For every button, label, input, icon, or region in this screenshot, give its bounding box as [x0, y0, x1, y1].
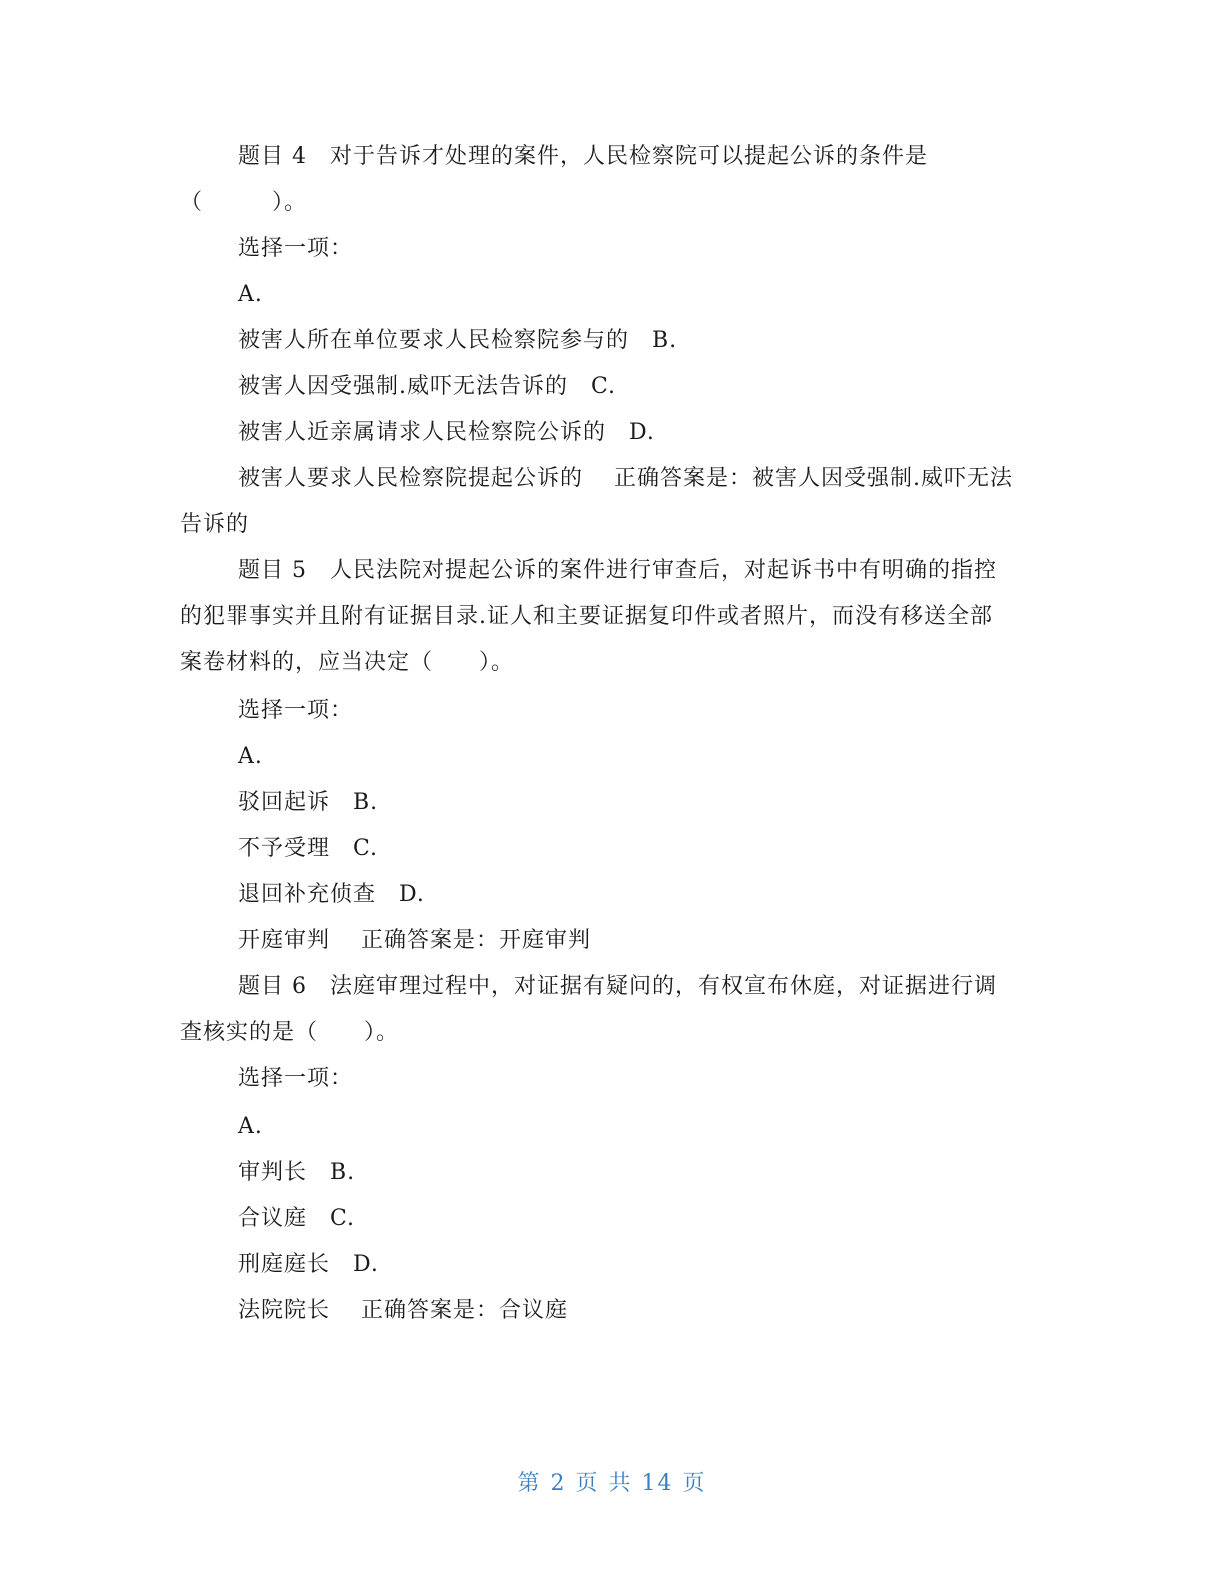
page-number-footer: 第 2 页 共 14 页 — [517, 1471, 707, 1496]
q6-prompt: 选择一项： — [238, 1066, 354, 1091]
q5-stem-line1: 题目 5 人民法院对提起公诉的案件进行审查后，对起诉书中有明确的指控 — [238, 558, 997, 583]
q5-stem-line2: 的犯罪事实并且附有证据目录.证人和主要证据复印件或者照片，而没有移送全部 — [180, 604, 993, 629]
q6-stem-line2: 查核实的是（ ）。 — [180, 1020, 400, 1045]
q4-option-a-label: A. — [238, 282, 263, 307]
q4-option-line-b: 被害人所在单位要求人民检察院参与的 B. — [238, 328, 678, 353]
q4-option-line-c: 被害人因受强制.威吓无法告诉的 C. — [238, 374, 617, 399]
q4-answer-line2: 告诉的 — [180, 512, 250, 537]
q4-stem-line2: （ ）。 — [180, 190, 308, 215]
q6-answer-line: 法院院长 正确答案是：合议庭 — [238, 1298, 568, 1323]
q4-prompt: 选择一项： — [238, 236, 354, 261]
q6-option-line-d: 刑庭庭长 D. — [238, 1252, 379, 1277]
q6-stem-line1: 题目 6 法庭审理过程中，对证据有疑问的，有权宣布休庭，对证据进行调 — [238, 974, 997, 999]
q6-option-line-c: 合议庭 C. — [238, 1206, 356, 1231]
q5-answer-line: 开庭审判 正确答案是：开庭审判 — [238, 928, 591, 953]
q5-option-line-c: 不予受理 C. — [238, 836, 379, 861]
q6-option-line-b: 审判长 B. — [238, 1160, 356, 1185]
q5-stem-line3: 案卷材料的，应当决定（ ）。 — [180, 650, 515, 675]
q4-answer-line1: 被害人要求人民检察院提起公诉的 正确答案是：被害人因受强制.威吓无法 — [238, 466, 1013, 491]
q5-option-line-b: 驳回起诉 B. — [238, 790, 379, 815]
q4-stem-line1: 题目 4 对于告诉才处理的案件，人民检察院可以提起公诉的条件是 — [238, 144, 928, 169]
q5-option-a-label: A. — [238, 744, 263, 769]
q6-option-a-label: A. — [238, 1114, 263, 1139]
q4-option-line-d: 被害人近亲属请求人民检察院公诉的 D. — [238, 420, 655, 445]
q5-prompt: 选择一项： — [238, 698, 354, 723]
q5-option-line-d: 退回补充侦查 D. — [238, 882, 425, 907]
